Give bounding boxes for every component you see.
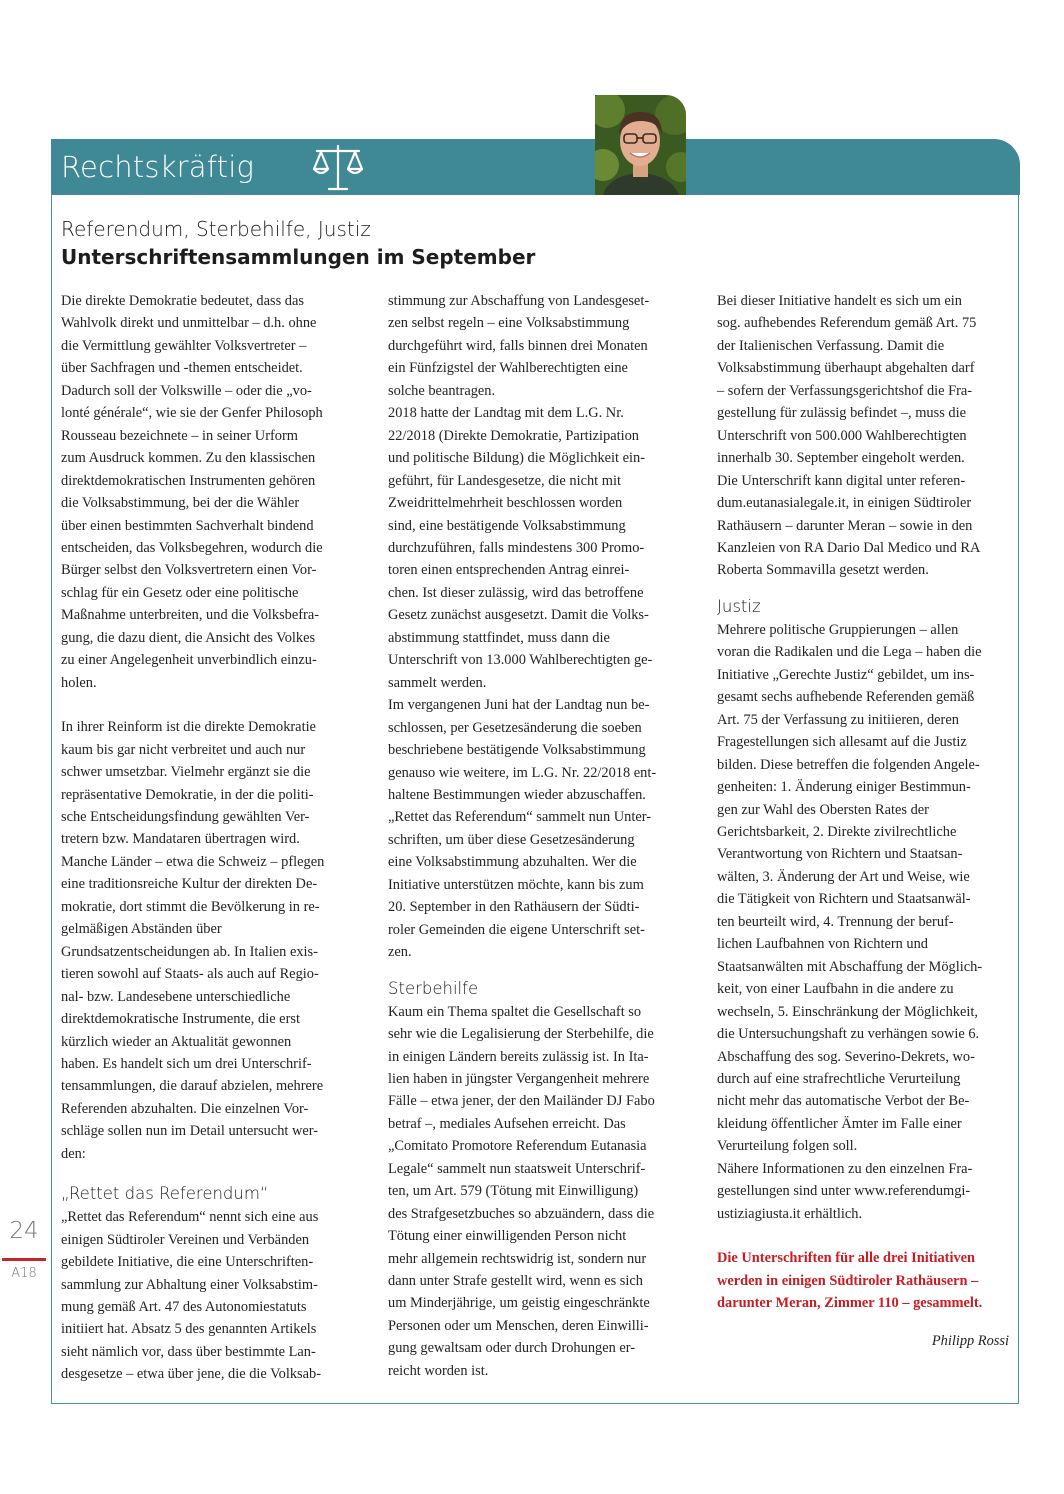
paragraph: [61, 716, 353, 1165]
text-line: Gesetz zunächst ausgesetzt. Damit die Volks-: [388, 607, 649, 624]
highlight-note: [717, 1247, 1009, 1314]
subheading-sterbehilfe: Sterbehilfe: [388, 978, 479, 998]
text-line: die Untersuchungshaft zu verhängen sowie 6.: [717, 1026, 980, 1043]
text-line: sehr wie die Legalisierung der Sterbehilfe, die: [388, 1026, 654, 1043]
text-line: haben. Es handelt sich um drei Unterschrif-: [61, 1055, 312, 1072]
text-line: Initiative unterstützen möchte, kann bis zum: [388, 876, 644, 893]
text-line: haltene Bestimmungen wieder abzuschaffen.: [388, 786, 646, 803]
text-line: beschriebene bestätigende Volksabstimmung: [388, 742, 646, 759]
text-line: keit, von einer Laufbahn in die andere zu: [717, 981, 954, 998]
text-line: tretern bzw. Mandataren übertragen wird.: [61, 831, 300, 848]
paragraph: [717, 619, 1009, 1225]
text-line: werden in einigen Südtiroler Rathäusern –: [717, 1272, 979, 1289]
text-line: gelmäßigen Abständen über: [61, 921, 222, 938]
text-line: abstimmung stattfindet, muss dann die: [388, 629, 610, 646]
column-3: [717, 290, 1009, 1353]
text-line: wälten, 3. Änderung der Art und Weise, wie: [717, 868, 970, 885]
text-line: wechseln, 5. Einschränkung der Möglichkeit,: [717, 1003, 978, 1020]
text-line: – sofern der Verfassungsgerichtshof die Fra-: [717, 382, 973, 399]
text-line: darunter Meran, Zimmer 110 – gesammelt.: [717, 1295, 983, 1312]
author-signature: Philipp Rossi: [931, 1333, 1009, 1350]
text-line: 20. September in den Rathäusern der Südti-: [388, 899, 640, 916]
text-line: Unterschrift von 13.000 Wahlberechtigten ge-: [388, 652, 653, 669]
text-line: Volksabstimmung überhaupt abgehalten darf: [717, 360, 975, 377]
text-line: sog. aufhebendes Referendum gemäß Art. 75: [717, 315, 977, 332]
text-line: Nähere Informationen zu den einzelnen Fra-: [717, 1160, 973, 1177]
text-line: Rathäusern – darunter Meran – sowie in den: [717, 517, 973, 534]
text-line: mehr allgemein rechtswidrig ist, sondern nur: [388, 1250, 647, 1267]
text-line: Wahlvolk direkt und unmittelbar – d.h. ohne: [61, 315, 317, 332]
text-line: holen.: [61, 674, 97, 691]
text-line: gestellungen sind unter www.referendumgi-: [717, 1183, 971, 1200]
scales-of-justice-icon: [309, 141, 367, 193]
text-line: schlag für ein Gesetz oder eine politische: [61, 584, 299, 601]
text-line: gen zur Wahl des Obersten Rates der: [717, 801, 929, 818]
page-number: 24: [9, 1218, 39, 1244]
text-line: Dadurch soll der Volkswille – oder die „vo-: [61, 382, 312, 399]
article-kicker: Referendum, Sterbehilfe, Justiz: [61, 217, 371, 241]
text-line: Bürger selbst den Volksvertretern einen Vor-: [61, 562, 317, 579]
author-portrait: [595, 95, 686, 195]
text-line: nicht mehr das automatische Verbot der Be-: [717, 1093, 970, 1110]
text-line: dann unter Strafe gestellt wird, wenn es sich: [388, 1273, 643, 1290]
text-line: toren einen entsprechenden Antrag einrei-: [388, 562, 630, 579]
text-line: Die Unterschriften für alle drei Initiativen: [717, 1250, 976, 1267]
text-line: roler Gemeinden die eigene Unterschrift set-: [388, 921, 645, 938]
text-line: die Tätigkeit von Richtern und Staatsanwäl-: [717, 891, 971, 908]
text-line: den:: [61, 1145, 86, 1162]
text-line: lichen Laufbahnen von Richtern und: [717, 936, 928, 953]
text-line: Staatsanwälten mit Abschaffung der Möglich-: [717, 958, 983, 975]
text-line: durchzuführen, falls mindestens 300 Promo-: [388, 539, 645, 556]
text-line: Initiative „Gerechte Justiz“ gebildet, um ins-: [717, 666, 975, 683]
text-line: Fragestellungen sich allesamt auf die Justiz: [717, 734, 967, 751]
text-line: ten, um Art. 579 (Tötung mit Einwilligung): [388, 1183, 639, 1200]
text-line: schläge sollen nun im Detail untersucht wer-: [61, 1123, 319, 1140]
text-line: zu einer Angelegenheit unverbindlich einzu-: [61, 652, 317, 669]
text-line: Kaum ein Thema spaltet die Gesellschaft so: [388, 1003, 642, 1020]
text-line: zen selbst regeln – eine Volksabstimmung: [388, 315, 630, 332]
text-line: betraf –, mediales Aufsehen erreicht. Das: [388, 1115, 626, 1132]
paragraph: [717, 290, 1009, 582]
text-line: reicht worden ist.: [388, 1362, 489, 1379]
text-line: um Minderjährige, um geistig eingeschränkte: [388, 1295, 650, 1312]
text-line: über Sachfragen und -themen entscheidet.: [61, 360, 303, 377]
paragraph: [61, 1206, 353, 1386]
text-line: und politische Bildung) die Möglichkeit ein-: [388, 450, 645, 467]
text-line: lien haben in jüngster Vergangenheit mehrere: [388, 1070, 650, 1087]
text-line: Roberta Sommavilla gesetzt werden.: [717, 562, 929, 579]
text-line: kaum bis gar nicht verbreitet und auch nur: [61, 741, 306, 758]
subheading-rettet: „Rettet das Referendum“: [61, 1184, 269, 1204]
page-number-rule: [2, 1258, 46, 1261]
text-line: Zweidrittelmehrheit beschlossen worden: [388, 495, 623, 512]
text-line: Im vergangenen Juni hat der Landtag nun be-: [388, 697, 650, 714]
text-line: „Rettet das Referendum“ sammelt nun Unter-: [388, 809, 652, 826]
text-line: Art. 75 der Verfassung zu initiieren, deren: [717, 711, 959, 728]
text-line: gebildete Initiative, die eine Unterschriften-: [61, 1254, 314, 1271]
text-line: einigen Südtiroler Vereinen und Verbänden: [61, 1231, 310, 1248]
text-line: zum Ausdruck kommen. Zu den klassischen: [61, 450, 316, 467]
text-line: eine Volksabstimmung abzuhalten. Wer die: [388, 854, 637, 871]
text-line: ustiziagiusta.it erhältlich.: [717, 1205, 863, 1222]
text-line: genheiten: 1. Änderung einiger Bestimmun-: [717, 779, 971, 796]
text-line: Verantwortung von Richtern und Staatsan-: [717, 846, 963, 863]
text-line: die Vermittlung gewählter Volksvertreter –: [61, 337, 307, 354]
text-line: Referenden abzuhalten. Die einzelnen Vor-: [61, 1100, 309, 1117]
text-line: Kanzleien von RA Dario Dal Medico und RA: [717, 539, 981, 556]
text-line: Unterschrift von 500.000 Wahlberechtigten: [717, 427, 967, 444]
text-line: durchgeführt wird, falls binnen drei Monaten: [388, 337, 648, 354]
text-line: 22/2018 (Direkte Demokratie, Partizipation: [388, 427, 639, 444]
section-title: Rechtskräftig: [61, 150, 255, 184]
text-line: stimmung zur Abschaffung von Landesgeset-: [388, 293, 650, 309]
text-line: direktdemokratischen Instrumenten gehören: [61, 472, 316, 489]
text-line: der Italienischen Verfassung. Damit die: [717, 337, 945, 354]
text-line: Tötung einer einwilligenden Person nicht: [388, 1228, 627, 1245]
subheading-justiz: Justiz: [717, 596, 761, 616]
column-2: [388, 290, 680, 1382]
text-line: Fälle – etwa jener, der den Mailänder DJ Fabo: [388, 1093, 655, 1110]
text-line: tieren sowohl auf Staats- als auch auf Regio-: [61, 966, 319, 983]
text-line: ten beurteilt wird, 4. Trennung der beruf-: [717, 913, 954, 930]
text-line: Personen oder um Menschen, deren Einwilli-: [388, 1317, 649, 1334]
text-line: gung, die dazu dient, die Ansicht des Volkes: [61, 629, 316, 646]
text-line: kleidung öffentlicher Ämter im Falle einer: [717, 1115, 962, 1132]
text-line: mokratie, dort stimmt die Bevölkerung in re-: [61, 898, 320, 915]
text-line: 2018 hatte der Landtag mit dem L.G. Nr.: [388, 405, 624, 422]
text-line: Legale“ sammelt nun staatsweit Unterschrif-: [388, 1160, 646, 1177]
text-line: die Volksabstimmung, bei der die Wähler: [61, 495, 300, 512]
text-line: sammlung zur Abhaltung einer Volksabstim-: [61, 1276, 318, 1293]
text-line: sche Entscheidungsfindung gewählten Ver-: [61, 808, 310, 825]
column-1: [61, 290, 353, 1386]
text-line: gung gewaltsam oder durch Drohungen er-: [388, 1340, 636, 1357]
text-line: schriften, um über diese Gesetzesänderung: [388, 831, 635, 848]
text-line: in einigen Ländern bereits zulässig ist. In Ita-: [388, 1048, 649, 1065]
text-line: Manche Länder – etwa die Schweiz – pflegen: [61, 853, 325, 870]
magazine-label: A18: [11, 1266, 37, 1281]
text-line: Die Unterschrift kann digital unter referen-: [717, 472, 966, 489]
text-line: chen. Ist dieser zulässig, wird das betroffene: [388, 584, 644, 601]
text-line: initiiert hat. Absatz 5 des genannten Artikels: [61, 1321, 317, 1338]
text-line: mung gemäß Art. 47 des Autonomiestatuts: [61, 1299, 307, 1316]
text-line: gesamt sechs aufhebende Referenden gemäß: [717, 689, 975, 706]
text-line: innerhalb 30. September eingeholt werden.: [717, 450, 965, 467]
text-line: zen.: [388, 944, 412, 961]
text-line: direktdemokratische Instrumente, die erst: [61, 1011, 300, 1028]
text-line: sieht nämlich vor, dass über bestimmte Lan-: [61, 1343, 316, 1360]
text-line: entscheiden, das Volksbegehren, wodurch die: [61, 539, 323, 556]
text-line: gestellung für zulässig befindet –, muss die: [717, 405, 966, 422]
text-line: „Rettet das Referendum“ nennt sich eine aus: [61, 1209, 319, 1226]
text-line: tensammlungen, die darauf abzielen, mehrere: [61, 1078, 324, 1095]
text-line: Grundsatzentscheidungen ab. In Italien exis-: [61, 943, 318, 960]
article-headline: Unterschriftensammlungen im September: [61, 245, 536, 269]
text-line: über einen bestimmten Sachverhalt bindend: [61, 517, 314, 534]
text-line: Bei dieser Initiative handelt es sich um ein: [717, 293, 962, 309]
text-line: sind, eine bestätigende Volksabstimmung: [388, 517, 626, 534]
text-line: schwer umsetzbar. Vielmehr ergänzt sie die: [61, 764, 311, 781]
text-line: nal- bzw. Landesebene unterschiedliche: [61, 988, 291, 1005]
text-line: bilden. Diese betreffen die folgenden Angele-: [717, 756, 980, 773]
text-line: geführt, für Landesgesetze, die nicht mit: [388, 472, 621, 489]
text-line: In ihrer Reinform ist die direkte Demokratie: [61, 719, 316, 736]
text-line: „Comitato Promotore Referendum Eutanasia: [388, 1138, 647, 1155]
text-line: sammelt werden.: [388, 674, 487, 691]
text-line: voran die Radikalen und die Lega – haben die: [717, 644, 982, 661]
text-line: solche beantragen.: [388, 382, 496, 399]
paragraph: [388, 290, 680, 964]
text-line: schlossen, per Gesetzesänderung die soeben: [388, 719, 642, 736]
text-line: Rousseau bezeichnete – in seiner Urform: [61, 427, 298, 444]
text-line: Die direkte Demokratie bedeutet, dass das: [61, 293, 304, 309]
text-line: Mehrere politische Gruppierungen – allen: [717, 621, 959, 638]
text-line: Abschaffung des sog. Severino-Dekrets, wo-: [717, 1048, 975, 1065]
text-line: ein Fünfzigstel der Wahlberechtigten eine: [388, 360, 628, 377]
text-line: repräsentative Demokratie, in der die politi-: [61, 786, 314, 803]
text-line: Maßnahme unterbreiten, und die Volksbefra-: [61, 607, 320, 624]
text-line: kürzlich wieder an Aktualität gewonnen: [61, 1033, 292, 1050]
paragraph: [61, 290, 353, 694]
paragraph: [388, 1001, 680, 1383]
text-line: Gerichtsbarkeit, 2. Direkte zivilrechtliche: [717, 823, 957, 840]
text-line: genauso wie weitere, im L.G. Nr. 22/2018 ent-: [388, 764, 657, 781]
text-line: dum.eutanasialegale.it, in einigen Südtiroler: [717, 495, 972, 512]
text-line: des Strafgesetzbuches so abzuändern, dass die: [388, 1205, 655, 1222]
text-line: lonté générale“, wie sie der Genfer Philosoph: [61, 405, 323, 422]
text-line: durch auf eine strafrechtliche Verurteilung: [717, 1070, 961, 1087]
text-line: Verurteilung folgen soll.: [717, 1138, 858, 1155]
text-line: desgesetze – etwa über jene, die die Volksab-: [61, 1366, 322, 1383]
text-line: eine traditionsreiche Kultur der direkten De-: [61, 876, 318, 893]
